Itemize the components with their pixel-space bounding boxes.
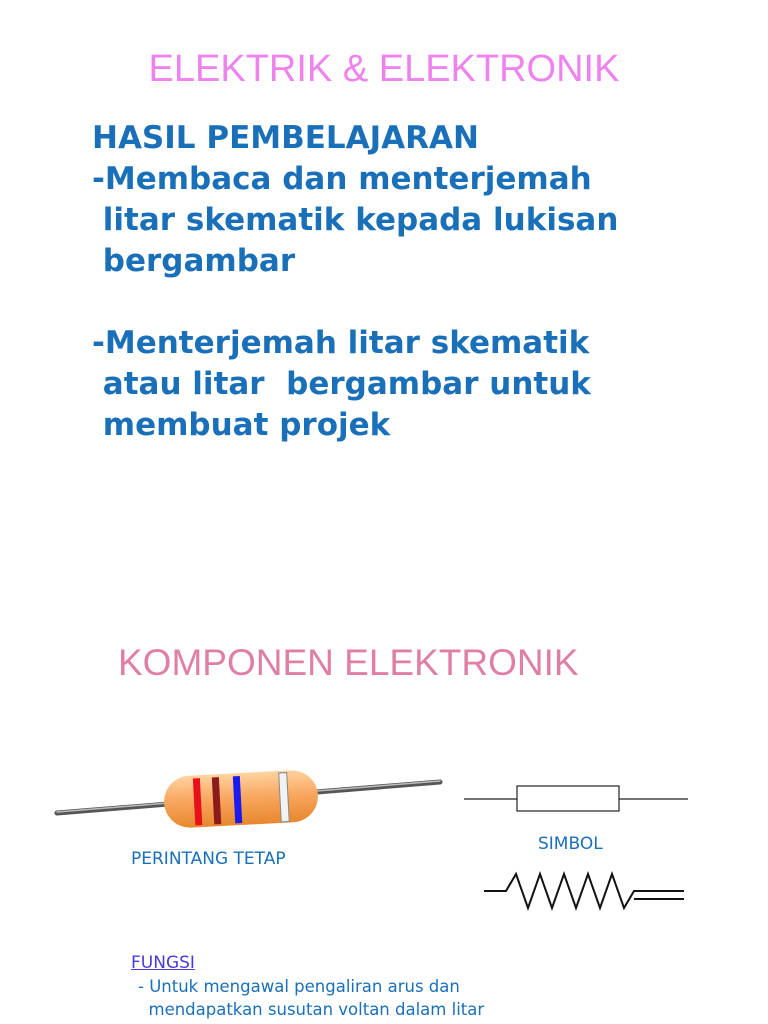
function-line-2: mendapatkan susutan voltan dalam litar	[138, 1000, 485, 1019]
resistor-illustration	[52, 765, 452, 835]
outcome-1-line-3: bergambar	[92, 243, 296, 279]
function-description	[138, 975, 484, 1021]
outcome-1-line-2: litar skematik kepada lukisan	[92, 202, 619, 238]
function-heading: FUNGSI	[131, 953, 195, 973]
symbol-label: SIMBOL	[538, 834, 603, 854]
component-name: PERINTANG TETAP	[131, 849, 286, 869]
learning-outcomes	[92, 118, 618, 446]
outcome-2-line-2: atau litar bergambar untuk	[92, 366, 591, 402]
outcomes-heading: HASIL PEMBELAJARAN	[92, 120, 479, 156]
resistor-symbol-rect	[464, 782, 694, 816]
resistor-symbol-zigzag	[482, 868, 692, 914]
section-title: KOMPONEN ELEKTRONIK	[118, 642, 579, 683]
function-line-1: - Untuk mengawal pengaliran arus dan	[138, 977, 460, 996]
outcome-1-line-1: -Membaca dan menterjemah	[92, 161, 592, 197]
outcome-2-line-1: -Menterjemah litar skematik	[92, 325, 590, 361]
outcome-2-line-3: membuat projek	[92, 407, 391, 443]
page-title: ELEKTRIK & ELEKTRONIK	[148, 48, 620, 90]
